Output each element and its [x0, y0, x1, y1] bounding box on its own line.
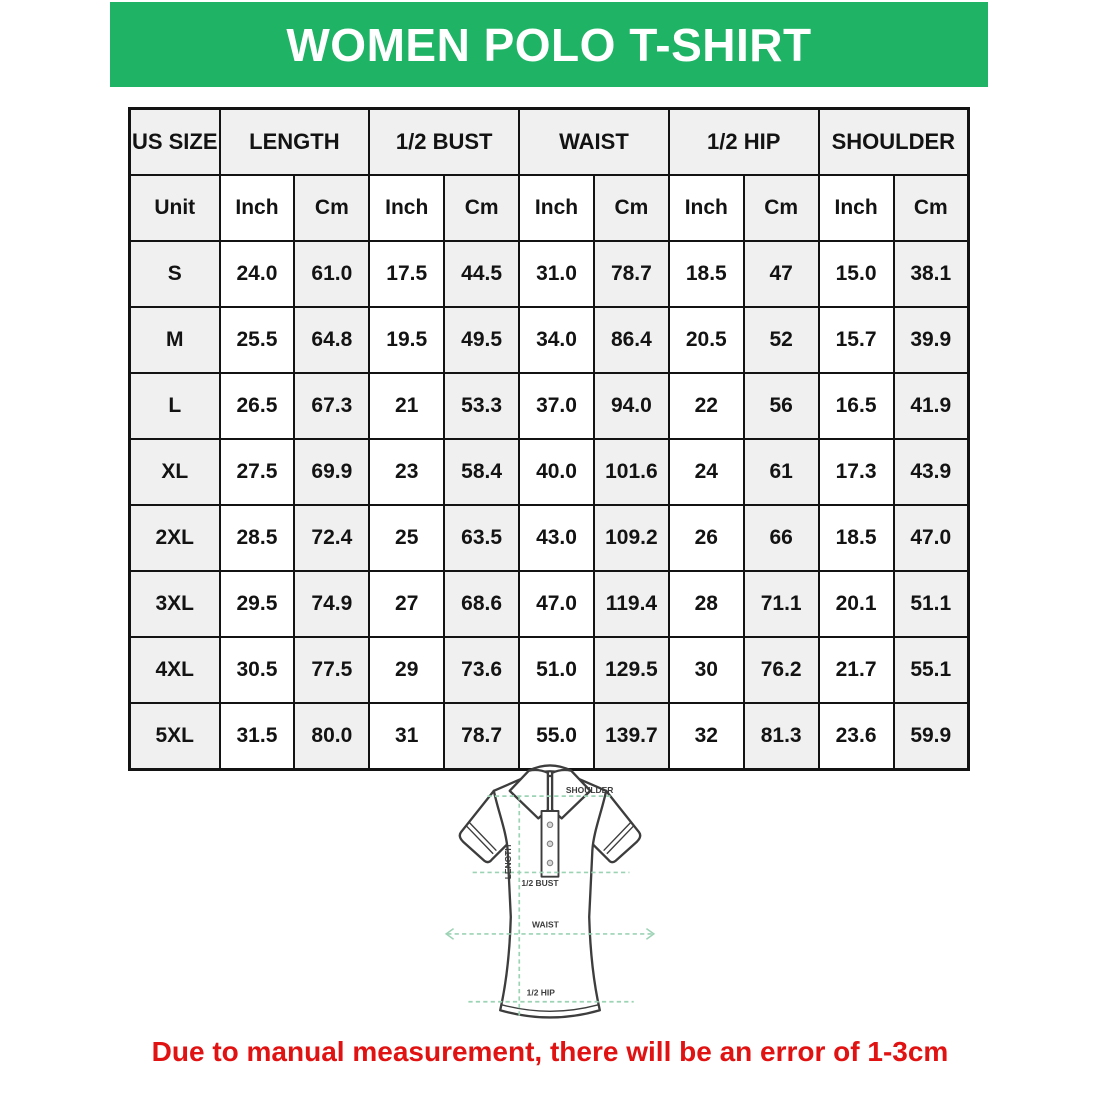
- measurement-cell: 47.0: [894, 505, 969, 571]
- column-header-shoulder: SHOULDER: [819, 109, 969, 176]
- measurement-cell: 61.0: [294, 241, 369, 307]
- size-label-cell: 3XL: [130, 571, 220, 637]
- title-banner: [110, 2, 988, 87]
- measurement-cell: 25.5: [220, 307, 295, 373]
- measurement-cell: 27: [369, 571, 444, 637]
- measurement-cell: 38.1: [894, 241, 969, 307]
- size-label-cell: 5XL: [130, 703, 220, 770]
- measurement-cell: 24.0: [220, 241, 295, 307]
- table-row: [130, 637, 969, 703]
- unit-header-cell: Inch: [369, 175, 444, 241]
- measurement-cell: 27.5: [220, 439, 295, 505]
- half-bust-label: 1/2 BUST: [521, 878, 559, 889]
- button-icon: [547, 860, 553, 866]
- button-icon: [547, 822, 553, 828]
- unit-header-cell: Inch: [519, 175, 594, 241]
- measurement-cell: 26: [669, 505, 744, 571]
- unit-header-row: [130, 175, 969, 241]
- measurement-cell: 52: [744, 307, 819, 373]
- measurement-cell: 67.3: [294, 373, 369, 439]
- button-icon: [547, 841, 553, 847]
- size-label-cell: S: [130, 241, 220, 307]
- measurement-cell: 47.0: [519, 571, 594, 637]
- measurement-cell: 19.5: [369, 307, 444, 373]
- size-label-cell: M: [130, 307, 220, 373]
- measurement-cell: 72.4: [294, 505, 369, 571]
- measurement-cell: 17.5: [369, 241, 444, 307]
- column-header-waist: WAIST: [519, 109, 669, 176]
- unit-header-cell: Cm: [594, 175, 669, 241]
- size-label-cell: XL: [130, 439, 220, 505]
- measurement-cell: 59.9: [894, 703, 969, 770]
- measurement-cell: 139.7: [594, 703, 669, 770]
- measurement-cell: 30: [669, 637, 744, 703]
- unit-header-cell: Unit: [130, 175, 220, 241]
- measurement-cell: 37.0: [519, 373, 594, 439]
- measurement-cell: 101.6: [594, 439, 669, 505]
- measurement-cell: 61: [744, 439, 819, 505]
- measurement-cell: 58.4: [444, 439, 519, 505]
- table-row: [130, 571, 969, 637]
- size-label-cell: 2XL: [130, 505, 220, 571]
- size-label-cell: 4XL: [130, 637, 220, 703]
- measurement-cell: 80.0: [294, 703, 369, 770]
- measurement-cell: 51.0: [519, 637, 594, 703]
- measurement-cell: 32: [669, 703, 744, 770]
- measurement-cell: 47: [744, 241, 819, 307]
- measurement-cell: 77.5: [294, 637, 369, 703]
- measurement-cell: 15.7: [819, 307, 894, 373]
- shoulder-label: SHOULDER: [565, 784, 614, 795]
- measurement-diagram: [0, 758, 1100, 1042]
- measurement-cell: 18.5: [669, 241, 744, 307]
- measurement-cell: 23.6: [819, 703, 894, 770]
- measurement-cell: 31.0: [519, 241, 594, 307]
- polo-shirt-diagram: [428, 758, 672, 1042]
- column-header-half-hip: 1/2 HIP: [669, 109, 819, 176]
- measurement-cell: 39.9: [894, 307, 969, 373]
- measurement-cell: 23: [369, 439, 444, 505]
- measurement-cell: 21.7: [819, 637, 894, 703]
- measurement-cell: 43.9: [894, 439, 969, 505]
- measurement-cell: 25: [369, 505, 444, 571]
- measurement-cell: 71.1: [744, 571, 819, 637]
- measurement-cell: 28.5: [220, 505, 295, 571]
- measurement-cell: 44.5: [444, 241, 519, 307]
- measurement-cell: 78.7: [444, 703, 519, 770]
- page-title: WOMEN POLO T-SHIRT: [286, 18, 812, 71]
- measurement-cell: 119.4: [594, 571, 669, 637]
- table-row: [130, 241, 969, 307]
- column-header-us-size: US SIZE: [130, 109, 220, 176]
- measurement-cell: 56: [744, 373, 819, 439]
- measurement-cell: 43.0: [519, 505, 594, 571]
- measurement-cell: 86.4: [594, 307, 669, 373]
- measurement-cell: 24: [669, 439, 744, 505]
- measurement-cell: 34.0: [519, 307, 594, 373]
- measurement-cell: 16.5: [819, 373, 894, 439]
- group-header-row: [130, 109, 969, 176]
- measurement-cell: 41.9: [894, 373, 969, 439]
- half-hip-label: 1/2 HIP: [526, 987, 555, 998]
- measurement-cell: 68.6: [444, 571, 519, 637]
- unit-header-cell: Cm: [744, 175, 819, 241]
- table-row: [130, 373, 969, 439]
- measurement-cell: 29: [369, 637, 444, 703]
- measurement-cell: 94.0: [594, 373, 669, 439]
- measurement-cell: 66: [744, 505, 819, 571]
- measurement-cell: 31.5: [220, 703, 295, 770]
- measurement-cell: 49.5: [444, 307, 519, 373]
- measurement-cell: 81.3: [744, 703, 819, 770]
- size-chart-table: [128, 107, 970, 771]
- measurement-cell: 26.5: [220, 373, 295, 439]
- measurement-cell: 64.8: [294, 307, 369, 373]
- table-row: [130, 439, 969, 505]
- measurement-cell: 129.5: [594, 637, 669, 703]
- measurement-cell: 15.0: [819, 241, 894, 307]
- measurement-cell: 17.3: [819, 439, 894, 505]
- column-header-length: LENGTH: [220, 109, 370, 176]
- unit-header-cell: Inch: [819, 175, 894, 241]
- measurement-error-note: Due to manual measurement, there will be an error of 1-3cm: [151, 1036, 949, 1067]
- measurement-cell: 76.2: [744, 637, 819, 703]
- measurement-cell: 20.1: [819, 571, 894, 637]
- measurement-cell: 51.1: [894, 571, 969, 637]
- waist-label: WAIST: [531, 919, 559, 930]
- size-table-body: [130, 241, 969, 770]
- size-label-cell: L: [130, 373, 220, 439]
- measurement-cell: 55.0: [519, 703, 594, 770]
- measurement-cell: 28: [669, 571, 744, 637]
- measurement-cell: 74.9: [294, 571, 369, 637]
- measurement-cell: 21: [369, 373, 444, 439]
- measurement-cell: 63.5: [444, 505, 519, 571]
- measurement-cell: 40.0: [519, 439, 594, 505]
- measurement-cell: 73.6: [444, 637, 519, 703]
- measurement-cell: 20.5: [669, 307, 744, 373]
- column-header-half-bust: 1/2 BUST: [369, 109, 519, 176]
- unit-header-cell: Cm: [444, 175, 519, 241]
- measurement-cell: 55.1: [894, 637, 969, 703]
- measurement-cell: 78.7: [594, 241, 669, 307]
- measurement-cell: 18.5: [819, 505, 894, 571]
- unit-header-cell: Cm: [294, 175, 369, 241]
- measurement-cell: 30.5: [220, 637, 295, 703]
- measurement-cell: 69.9: [294, 439, 369, 505]
- unit-header-cell: Inch: [220, 175, 295, 241]
- measurement-cell: 22: [669, 373, 744, 439]
- measurement-cell: 109.2: [594, 505, 669, 571]
- table-row: [130, 307, 969, 373]
- measurement-cell: 29.5: [220, 571, 295, 637]
- unit-header-cell: Inch: [669, 175, 744, 241]
- unit-header-cell: Cm: [894, 175, 969, 241]
- length-label: LENGTH: [502, 844, 513, 880]
- measurement-cell: 53.3: [444, 373, 519, 439]
- measurement-cell: 31: [369, 703, 444, 770]
- table-row: [130, 505, 969, 571]
